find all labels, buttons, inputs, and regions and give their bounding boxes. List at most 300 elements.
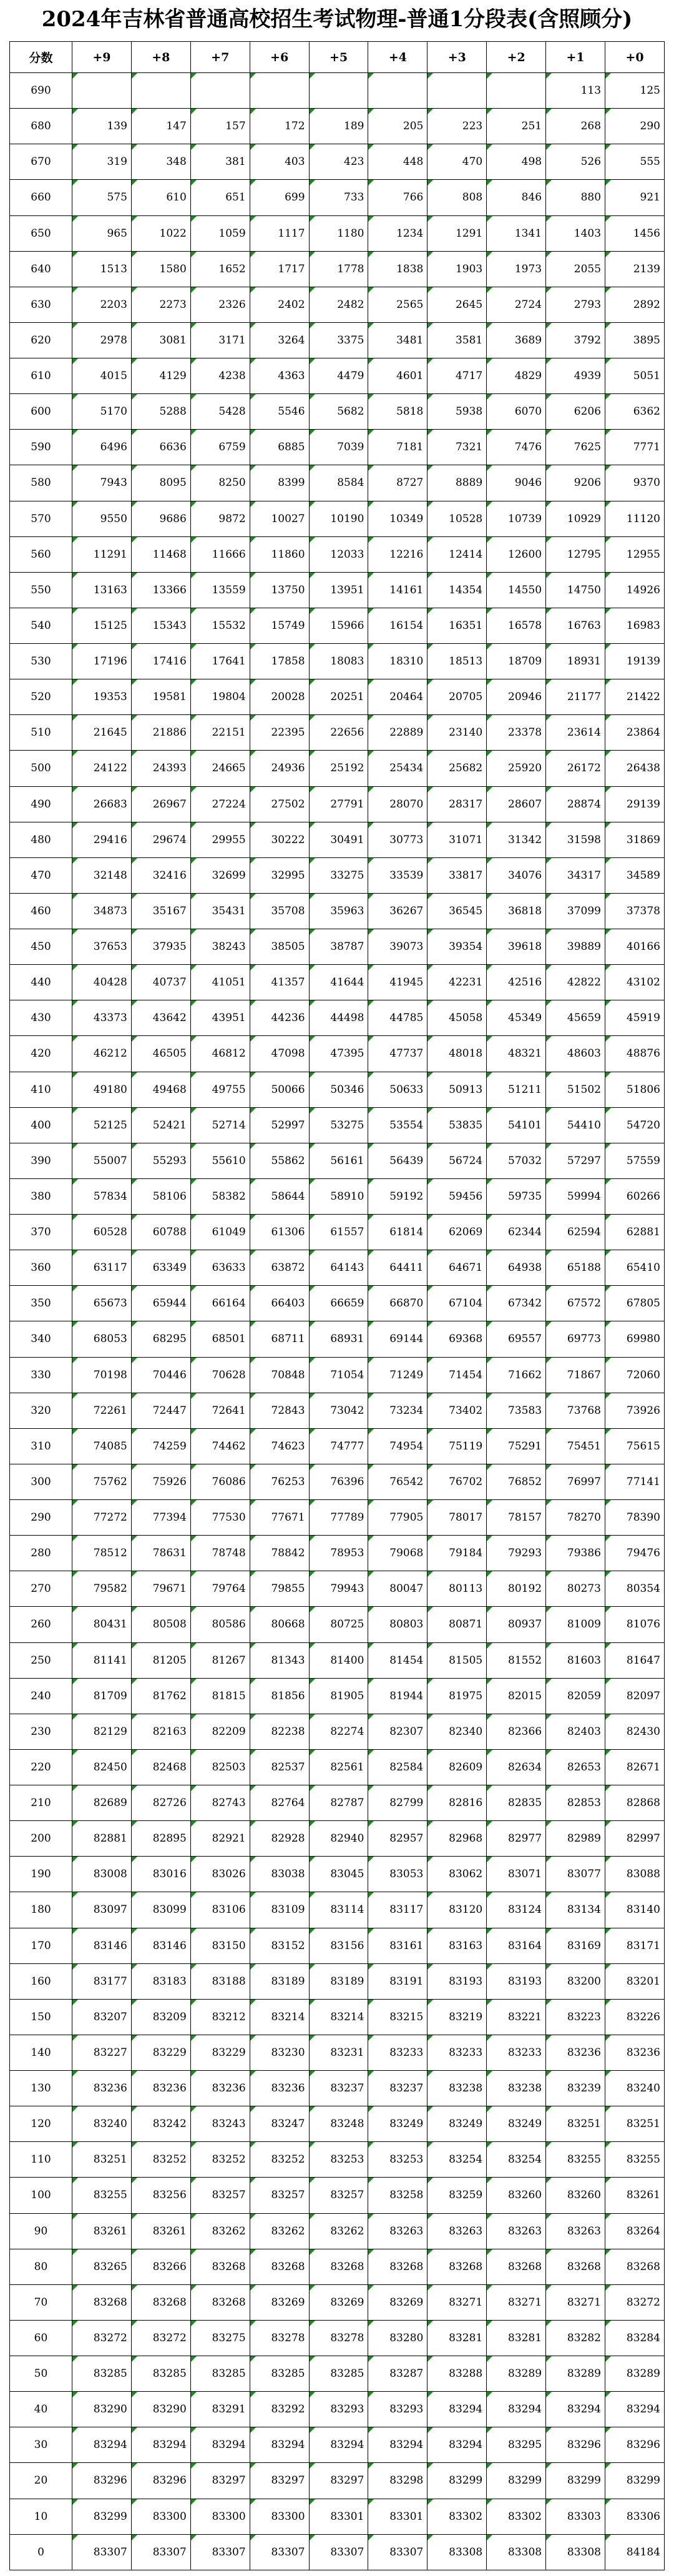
cumulative-count-cell: 10027: [250, 501, 309, 536]
cumulative-count-cell: 81076: [605, 1607, 665, 1642]
table-row: [10, 572, 665, 608]
cumulative-count-cell: 4601: [368, 358, 427, 394]
cumulative-count-cell: 268: [546, 109, 605, 144]
cumulative-count-cell: 965: [72, 215, 132, 251]
cumulative-count-cell: 10349: [368, 501, 427, 536]
cumulative-count-cell: 56439: [368, 1143, 427, 1178]
score-cell: 580: [10, 465, 72, 501]
cumulative-count-cell: 84184: [605, 2534, 665, 2570]
cumulative-count-cell: 73926: [605, 1393, 665, 1428]
cumulative-count-cell: 83114: [309, 1892, 368, 1928]
cumulative-count-cell: 21886: [131, 715, 190, 751]
cumulative-count-cell: 17416: [131, 644, 190, 679]
table-row: [10, 1143, 665, 1178]
cumulative-count-cell: 48018: [427, 1036, 487, 1072]
cumulative-count-cell: 70628: [190, 1357, 250, 1393]
table-row: [10, 2499, 665, 2534]
cumulative-count-cell: 83294: [546, 2392, 605, 2427]
table-row: [10, 2427, 665, 2463]
cumulative-count-cell: 58644: [250, 1178, 309, 1214]
cumulative-count-cell: 37653: [72, 929, 132, 965]
cumulative-count-cell: 75926: [131, 1464, 190, 1499]
score-cell: 200: [10, 1821, 72, 1857]
table-row: [10, 2534, 665, 2570]
cumulative-count-cell: 59192: [368, 1178, 427, 1214]
cumulative-count-cell: 10929: [546, 501, 605, 536]
column-header-offset: +2: [487, 42, 546, 73]
score-cell: 470: [10, 857, 72, 893]
cumulative-count-cell: 82853: [546, 1785, 605, 1821]
cumulative-count-cell: 808: [427, 180, 487, 215]
table-row: [10, 1000, 665, 1036]
cumulative-count-cell: 22889: [368, 715, 427, 751]
cumulative-count-cell: 498: [487, 144, 546, 180]
table-row: [10, 1107, 665, 1143]
cumulative-count-cell: 8889: [427, 465, 487, 501]
cumulative-count-cell: 9872: [190, 501, 250, 536]
table-row: [10, 2356, 665, 2392]
cumulative-count-cell: 34589: [605, 857, 665, 893]
cumulative-count-cell: 14926: [605, 572, 665, 608]
cumulative-count-cell: 31869: [605, 822, 665, 857]
table-row: [10, 1215, 665, 1250]
cumulative-count-cell: 70198: [72, 1357, 132, 1393]
cumulative-count-cell: 73768: [546, 1393, 605, 1428]
cumulative-count-cell: 5170: [72, 394, 132, 430]
cumulative-count-cell: 83300: [190, 2499, 250, 2534]
cumulative-count-cell: 82163: [131, 1714, 190, 1749]
table-row: [10, 965, 665, 1000]
cumulative-count-cell: 66403: [250, 1286, 309, 1321]
cumulative-count-cell: 8399: [250, 465, 309, 501]
cumulative-count-cell: 6636: [131, 430, 190, 465]
cumulative-count-cell: 81205: [131, 1642, 190, 1678]
cumulative-count-cell: 62881: [605, 1215, 665, 1250]
table-row: [10, 1749, 665, 1785]
cumulative-count-cell: 80586: [190, 1607, 250, 1642]
table-row: [10, 2249, 665, 2284]
cumulative-count-cell: 76702: [427, 1464, 487, 1499]
table-row: [10, 1892, 665, 1928]
cumulative-count-cell: 83229: [190, 2035, 250, 2070]
cumulative-count-cell: 2203: [72, 287, 132, 322]
table-row: [10, 322, 665, 358]
cumulative-count-cell: 82015: [487, 1678, 546, 1714]
cumulative-count-cell: 4363: [250, 358, 309, 394]
score-cell: 560: [10, 536, 72, 572]
cumulative-count-cell: 67572: [546, 1286, 605, 1321]
cumulative-count-cell: 83189: [309, 1963, 368, 1999]
cumulative-count-cell: 82430: [605, 1714, 665, 1749]
score-cell: 90: [10, 2213, 72, 2249]
score-cell: 400: [10, 1107, 72, 1143]
cumulative-count-cell: 82940: [309, 1821, 368, 1857]
score-cell: 620: [10, 322, 72, 358]
cumulative-count-cell: 83285: [72, 2356, 132, 2392]
cumulative-count-cell: 83124: [487, 1892, 546, 1928]
cumulative-count-cell: 75762: [72, 1464, 132, 1499]
cumulative-count-cell: 83300: [250, 2499, 309, 2534]
cumulative-count-cell: 83296: [605, 2427, 665, 2463]
cumulative-count-cell: 83156: [309, 1928, 368, 1963]
cumulative-count-cell: 1717: [250, 251, 309, 287]
cumulative-count-cell: 33817: [427, 857, 487, 893]
cumulative-count-cell: 83237: [309, 2071, 368, 2106]
cumulative-count-cell: 83263: [546, 2213, 605, 2249]
table-row: [10, 1072, 665, 1107]
score-cell: 530: [10, 644, 72, 679]
cumulative-count-cell: 83016: [131, 1857, 190, 1892]
cumulative-count-cell: 41644: [309, 965, 368, 1000]
cumulative-count-cell: 47395: [309, 1036, 368, 1072]
cumulative-count-cell: 83236: [605, 2035, 665, 2070]
cumulative-count-cell: 83201: [605, 1963, 665, 1999]
column-header-offset: +0: [605, 42, 665, 73]
table-row: [10, 2071, 665, 2106]
cumulative-count-cell: 83308: [427, 2534, 487, 2570]
cumulative-count-cell: 83268: [190, 2284, 250, 2320]
cumulative-count-cell: 75119: [427, 1428, 487, 1464]
cumulative-count-cell: 83236: [131, 2071, 190, 2106]
score-cell: 350: [10, 1286, 72, 1321]
cumulative-count-cell: 41051: [190, 965, 250, 1000]
cumulative-count-cell: 35167: [131, 893, 190, 929]
cumulative-count-cell: 57032: [487, 1143, 546, 1178]
score-cell: 60: [10, 2320, 72, 2356]
cumulative-count-cell: 83071: [487, 1857, 546, 1892]
cumulative-count-cell: 83281: [427, 2320, 487, 2356]
table-row: [10, 1714, 665, 1749]
cumulative-count-cell: 1403: [546, 215, 605, 251]
cumulative-count-cell: 83268: [427, 2249, 487, 2284]
cumulative-count-cell: 62344: [487, 1215, 546, 1250]
cumulative-count-cell: 25434: [368, 751, 427, 786]
cumulative-count-cell: 16578: [487, 608, 546, 643]
table-row: [10, 1036, 665, 1072]
score-cell: 500: [10, 751, 72, 786]
table-row: [10, 144, 665, 180]
cumulative-count-cell: 83272: [72, 2320, 132, 2356]
cumulative-count-cell: 78270: [546, 1500, 605, 1536]
score-cell: 130: [10, 2071, 72, 2106]
cumulative-count-cell: 37378: [605, 893, 665, 929]
cumulative-count-cell: 83269: [368, 2284, 427, 2320]
score-cell: 370: [10, 1215, 72, 1250]
cumulative-count-cell: 113: [546, 73, 605, 109]
score-cell: 70: [10, 2284, 72, 2320]
cumulative-count-cell: 65188: [546, 1250, 605, 1286]
cumulative-count-cell: 83140: [605, 1892, 665, 1928]
cumulative-count-cell: 76086: [190, 1464, 250, 1499]
cumulative-count-cell: 50346: [309, 1072, 368, 1107]
cumulative-count-cell: 4939: [546, 358, 605, 394]
cumulative-count-cell: 3264: [250, 322, 309, 358]
cumulative-count-cell: 49180: [72, 1072, 132, 1107]
cumulative-count-cell: 75291: [487, 1428, 546, 1464]
column-header-offset: +5: [309, 42, 368, 73]
cumulative-count-cell: 83163: [427, 1928, 487, 1963]
cumulative-count-cell: 83088: [605, 1857, 665, 1892]
cumulative-count-cell: 40737: [131, 965, 190, 1000]
cumulative-count-cell: 3792: [546, 322, 605, 358]
cumulative-count-cell: 41945: [368, 965, 427, 1000]
cumulative-count-cell: 21645: [72, 715, 132, 751]
cumulative-count-cell: 44785: [368, 1000, 427, 1036]
cumulative-count-cell: 53275: [309, 1107, 368, 1143]
cumulative-count-cell: 66164: [190, 1286, 250, 1321]
cumulative-count-cell: 83278: [250, 2320, 309, 2356]
cumulative-count-cell: 72843: [250, 1393, 309, 1428]
cumulative-count-cell: 35963: [309, 893, 368, 929]
cumulative-count-cell: 83271: [427, 2284, 487, 2320]
cumulative-count-cell: 2724: [487, 287, 546, 322]
cumulative-count-cell: 83255: [605, 2142, 665, 2178]
cumulative-count-cell: 33275: [309, 857, 368, 893]
cumulative-count-cell: 82881: [72, 1821, 132, 1857]
cumulative-count-cell: 83230: [250, 2035, 309, 2070]
cumulative-count-cell: 83229: [131, 2035, 190, 2070]
cumulative-count-cell: 78842: [250, 1536, 309, 1571]
cumulative-count-cell: 80668: [250, 1607, 309, 1642]
cumulative-count-cell: 1117: [250, 215, 309, 251]
cumulative-count-cell: 15532: [190, 608, 250, 643]
cumulative-count-cell: 30491: [309, 822, 368, 857]
score-cell: 170: [10, 1928, 72, 1963]
cumulative-count-cell: 60528: [72, 1215, 132, 1250]
cumulative-count-cell: 64938: [487, 1250, 546, 1286]
cumulative-count-cell: 83294: [368, 2427, 427, 2463]
cumulative-count-cell: 81505: [427, 1642, 487, 1678]
cumulative-count-cell: 82671: [605, 1749, 665, 1785]
cumulative-count-cell: 74085: [72, 1428, 132, 1464]
cumulative-count-cell: 71662: [487, 1357, 546, 1393]
cumulative-count-cell: 23864: [605, 715, 665, 751]
cumulative-count-cell: 82609: [427, 1749, 487, 1785]
cumulative-count-cell: 66659: [309, 1286, 368, 1321]
cumulative-count-cell: 39618: [487, 929, 546, 965]
cumulative-count-cell: 76396: [309, 1464, 368, 1499]
cumulative-count-cell: 83259: [427, 2178, 487, 2213]
cumulative-count-cell: 6759: [190, 430, 250, 465]
cumulative-count-cell: 80803: [368, 1607, 427, 1642]
cumulative-count-cell: 31342: [487, 822, 546, 857]
cumulative-count-cell: 83307: [131, 2534, 190, 2570]
table-row: [10, 1571, 665, 1607]
cumulative-count-cell: 71454: [427, 1357, 487, 1393]
cumulative-count-cell: 2793: [546, 287, 605, 322]
column-header-offset: +3: [427, 42, 487, 73]
cumulative-count-cell: 14354: [427, 572, 487, 608]
table-row: [10, 536, 665, 572]
cumulative-count-cell: 10190: [309, 501, 368, 536]
cumulative-count-cell: 31071: [427, 822, 487, 857]
score-cell: 160: [10, 1963, 72, 1999]
cumulative-count-cell: 82634: [487, 1749, 546, 1785]
cumulative-count-cell: 8095: [131, 465, 190, 501]
table-row: [10, 1500, 665, 1536]
cumulative-count-cell: 62594: [546, 1215, 605, 1250]
cumulative-count-cell: 83282: [546, 2320, 605, 2356]
cumulative-count-cell: 1973: [487, 251, 546, 287]
cumulative-count-cell: 83294: [309, 2427, 368, 2463]
cumulative-count-cell: 83008: [72, 1857, 132, 1892]
cumulative-count-cell: 49755: [190, 1072, 250, 1107]
score-cell: 390: [10, 1143, 72, 1178]
cumulative-count-cell: 82503: [190, 1749, 250, 1785]
cumulative-count-cell: 83038: [250, 1857, 309, 1892]
cumulative-count-cell: 82307: [368, 1714, 427, 1749]
cumulative-count-cell: 83263: [368, 2213, 427, 2249]
cumulative-count-cell: 83299: [605, 2463, 665, 2499]
cumulative-count-cell: 83303: [546, 2499, 605, 2534]
cumulative-count-cell: 43642: [131, 1000, 190, 1036]
cumulative-count-cell: 25192: [309, 751, 368, 786]
cumulative-count-cell: 1513: [72, 251, 132, 287]
cumulative-count-cell: 68295: [131, 1321, 190, 1357]
cumulative-count-cell: 76542: [368, 1464, 427, 1499]
table-row: [10, 394, 665, 430]
cumulative-count-cell: 43951: [190, 1000, 250, 1036]
score-cell: 540: [10, 608, 72, 643]
cumulative-count-cell: 147: [131, 109, 190, 144]
cumulative-count-cell: 81762: [131, 1678, 190, 1714]
cumulative-count-cell: 83263: [487, 2213, 546, 2249]
cumulative-count-cell: 10528: [427, 501, 487, 536]
cumulative-count-cell: 83257: [250, 2178, 309, 2213]
cumulative-count-cell: 82799: [368, 1785, 427, 1821]
cumulative-count-cell: 83254: [487, 2142, 546, 2178]
cumulative-count-cell: 64411: [368, 1250, 427, 1286]
cumulative-count-cell: 68501: [190, 1321, 250, 1357]
table-row: [10, 822, 665, 857]
cumulative-count-cell: 72261: [72, 1393, 132, 1428]
table-row: [10, 2320, 665, 2356]
cumulative-count-cell: 81944: [368, 1678, 427, 1714]
cumulative-count-cell: 14750: [546, 572, 605, 608]
cumulative-count-cell: 3081: [131, 322, 190, 358]
cumulative-count-cell: 83268: [309, 2249, 368, 2284]
table-row: [10, 1286, 665, 1321]
score-cell: 140: [10, 2035, 72, 2070]
cumulative-count-cell: 9370: [605, 465, 665, 501]
cumulative-count-cell: 82403: [546, 1714, 605, 1749]
cumulative-count-cell: 6362: [605, 394, 665, 430]
cumulative-count-cell: 75451: [546, 1428, 605, 1464]
cumulative-count-cell: 9686: [131, 501, 190, 536]
cumulative-count-cell: 83252: [250, 2142, 309, 2178]
cumulative-count-cell: 47737: [368, 1036, 427, 1072]
cumulative-count-cell: 82561: [309, 1749, 368, 1785]
cumulative-count-cell: 11291: [72, 536, 132, 572]
cumulative-count-cell: 20946: [487, 679, 546, 715]
cumulative-count-cell: 6885: [250, 430, 309, 465]
score-cell: 480: [10, 822, 72, 857]
cumulative-count-cell: 83171: [605, 1928, 665, 1963]
cumulative-count-cell: 1652: [190, 251, 250, 287]
cumulative-count-cell: 83301: [309, 2499, 368, 2534]
cumulative-count-cell: 4238: [190, 358, 250, 394]
cumulative-count-cell: 20251: [309, 679, 368, 715]
table-row: [10, 215, 665, 251]
cumulative-count-cell: 77671: [250, 1500, 309, 1536]
cumulative-count-cell: 27224: [190, 786, 250, 822]
cumulative-count-cell: 82989: [546, 1821, 605, 1857]
cumulative-count-cell: 83253: [309, 2142, 368, 2178]
cumulative-count-cell: 81343: [250, 1642, 309, 1678]
cumulative-count-cell: 73583: [487, 1393, 546, 1428]
cumulative-count-cell: 77394: [131, 1500, 190, 1536]
cumulative-count-cell: 19581: [131, 679, 190, 715]
cumulative-count-cell: 1180: [309, 215, 368, 251]
cumulative-count-cell: 83268: [131, 2284, 190, 2320]
cumulative-count-cell: 83301: [368, 2499, 427, 2534]
cumulative-count-cell: 81141: [72, 1642, 132, 1678]
cumulative-count-cell: 83120: [427, 1892, 487, 1928]
score-cell: 40: [10, 2392, 72, 2427]
cumulative-count-cell: 47098: [250, 1036, 309, 1072]
cumulative-count-cell: 76997: [546, 1464, 605, 1499]
cumulative-count-cell: 43373: [72, 1000, 132, 1036]
cumulative-count-cell: 80354: [605, 1571, 665, 1607]
cumulative-count-cell: 52997: [250, 1107, 309, 1143]
cumulative-count-cell: 83252: [131, 2142, 190, 2178]
cumulative-count-cell: 82584: [368, 1749, 427, 1785]
cumulative-count-cell: 83161: [368, 1928, 427, 1963]
cumulative-count-cell: 4479: [309, 358, 368, 394]
table-row: [10, 73, 665, 109]
cumulative-count-cell: 5938: [427, 394, 487, 430]
cumulative-count-cell: 83306: [605, 2499, 665, 2534]
cumulative-count-cell: 5428: [190, 394, 250, 430]
cumulative-count-cell: 26683: [72, 786, 132, 822]
score-cell: 420: [10, 1036, 72, 1072]
cumulative-count-cell: 3481: [368, 322, 427, 358]
cumulative-count-cell: 83053: [368, 1857, 427, 1892]
table-row: [10, 2106, 665, 2142]
cumulative-count-cell: 83296: [546, 2427, 605, 2463]
table-row: [10, 465, 665, 501]
cumulative-count-cell: 83308: [487, 2534, 546, 2570]
cumulative-count-cell: 74954: [368, 1428, 427, 1464]
cumulative-count-cell: 23378: [487, 715, 546, 751]
cumulative-count-cell: 69557: [487, 1321, 546, 1357]
table-row: [10, 2213, 665, 2249]
score-cell: 190: [10, 1857, 72, 1892]
cumulative-count-cell: 83261: [131, 2213, 190, 2249]
cumulative-count-cell: 83292: [250, 2392, 309, 2427]
cumulative-count-cell: 51211: [487, 1072, 546, 1107]
cumulative-count-cell: 83236: [72, 2071, 132, 2106]
score-cell: 250: [10, 1642, 72, 1678]
cumulative-count-cell: 33539: [368, 857, 427, 893]
cumulative-count-cell: 42516: [487, 965, 546, 1000]
cumulative-count-cell: 56161: [309, 1143, 368, 1178]
cumulative-count-cell: 381: [190, 144, 250, 180]
cumulative-count-cell: 18083: [309, 644, 368, 679]
cumulative-count-cell: 83200: [546, 1963, 605, 1999]
cumulative-count-cell: 39889: [546, 929, 605, 965]
cumulative-count-cell: 83257: [309, 2178, 368, 2213]
cumulative-count-cell: 68711: [250, 1321, 309, 1357]
cumulative-count-cell: 83261: [605, 2178, 665, 2213]
cumulative-count-cell: 6496: [72, 430, 132, 465]
cumulative-count-cell: 61814: [368, 1215, 427, 1250]
cumulative-count-cell: 64143: [309, 1250, 368, 1286]
cumulative-count-cell: 83289: [546, 2356, 605, 2392]
cumulative-count-cell: 78017: [427, 1500, 487, 1536]
cumulative-count-cell: 30773: [368, 822, 427, 857]
table-row: [10, 1464, 665, 1499]
